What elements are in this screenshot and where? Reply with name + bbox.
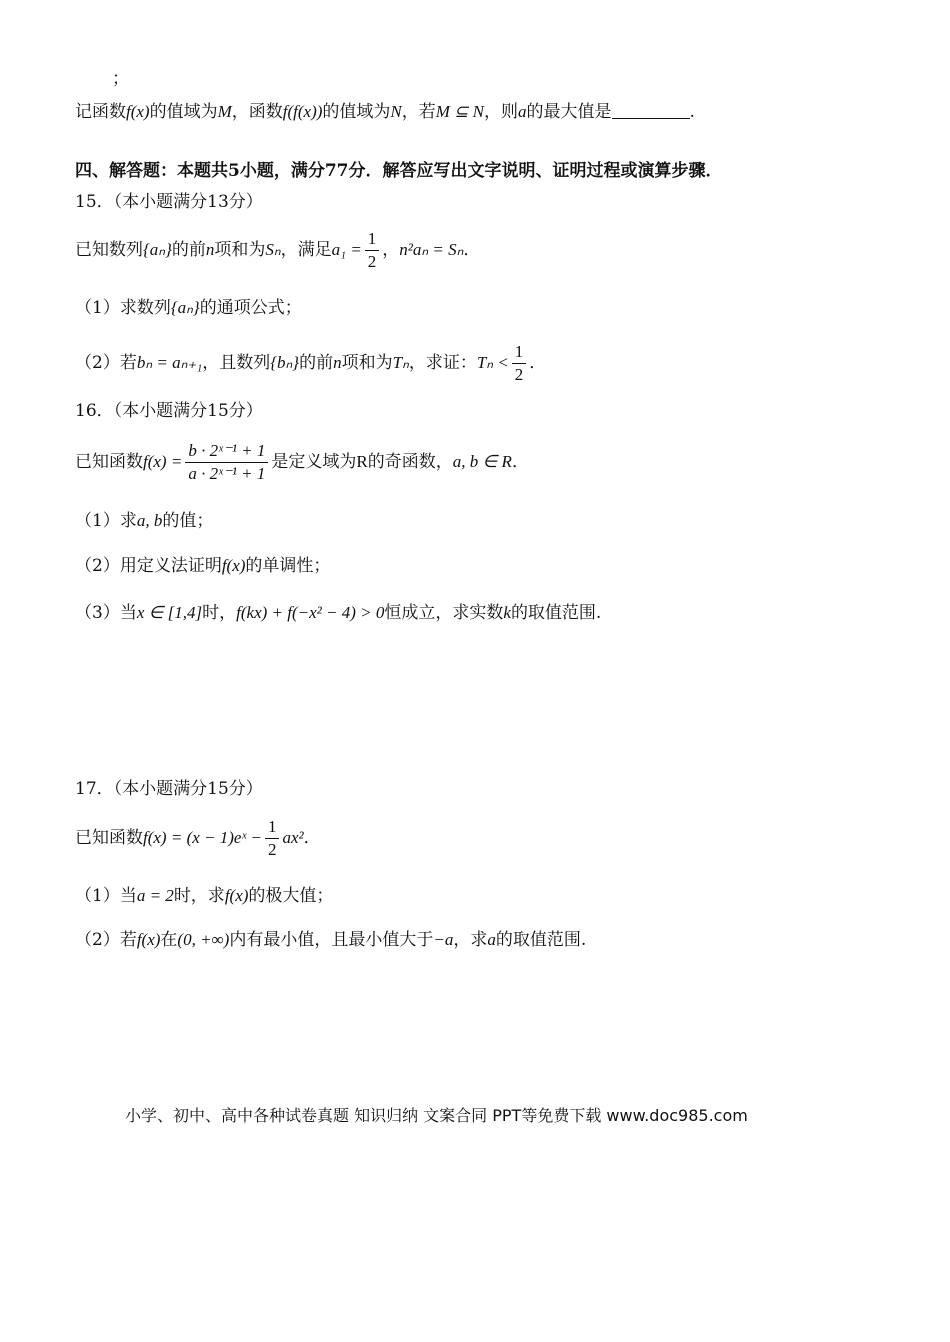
q17-p2-d: 的取值范围. [495, 930, 587, 950]
q17-part2 [75, 929, 586, 951]
q14-text-d: 的值域为 [322, 102, 391, 122]
q17-p1-label: （1）当 [75, 886, 137, 906]
q15-part2 [75, 341, 546, 386]
q15-p2-end: ． [529, 353, 547, 373]
q16-s4: ． [511, 452, 529, 472]
q17-fx-eq: f(x) = (x − 1)eˣ − [143, 828, 262, 847]
answer-blank [612, 102, 690, 119]
q14-fx: f(x) [126, 102, 150, 121]
q16-s3: 的奇函数， [367, 452, 453, 472]
q17-half-den: 2 [267, 840, 277, 859]
q15-Sn: Sₙ [265, 240, 281, 259]
q17-p2-b: 内有最小值，且最小值大于 [229, 930, 434, 950]
q15-p2-label: （2）若 [75, 353, 137, 373]
q15-part1 [75, 297, 302, 319]
q16-p2-fx: f(x) [221, 556, 246, 575]
q16-p3-range: x ∈ [1,4] [136, 603, 203, 622]
q14-condition: M ⊆ N [435, 102, 484, 121]
q15-s4: ，满足 [280, 240, 332, 260]
q16-denominator: a · 2ˣ⁻¹ + 1 [188, 464, 266, 483]
q15-s1: 已知数列 [75, 240, 143, 260]
q16-s1: 已知函数 [75, 452, 143, 472]
q17-p2-a: 在 [160, 930, 178, 950]
q16-numerator: b · 2ˣ⁻¹ + 1 [185, 440, 268, 463]
q17-p1-condition: a = 2 [136, 886, 174, 905]
q16-fraction [185, 440, 268, 485]
q15-p1-text: 的通项公式； [199, 298, 302, 318]
q17-stem [75, 816, 321, 861]
footer-banner: 小学、初中、高中各种试卷真题 知识归纳 文案合同 PPT等免费下载 www.doc985.com [125, 1106, 748, 1125]
semicolon: ； [112, 69, 129, 89]
q15-p2-a: ，且数列 [202, 353, 271, 373]
q15-stem [75, 228, 480, 273]
q14-N: N [390, 102, 402, 121]
q15-p1-label: （1）求数列 [75, 298, 171, 318]
q15-s6: ． [463, 240, 481, 260]
question-14-text [75, 101, 695, 123]
q15-p2-fraction-half [512, 341, 527, 386]
q15-p2-seq: {bₙ} [270, 353, 300, 372]
q14-text-f: ，则 [484, 102, 518, 122]
q14-text-a: 记函数 [75, 102, 126, 122]
q16-p3-k: k [503, 603, 511, 622]
q16-s2: 是定义域为 [271, 452, 357, 472]
q15-half-num: 1 [365, 228, 380, 251]
q15-p2-half-num: 1 [512, 341, 527, 364]
q14-M: M [217, 102, 232, 121]
q16-R: R [356, 452, 368, 471]
q16-part3 [75, 602, 601, 624]
q16-p2-label: （2）用定义法证明 [75, 556, 222, 576]
q15-a1: a₁ = [331, 240, 362, 259]
q17-p2-a-var: a [487, 930, 496, 949]
q15-p2-n: n [333, 353, 342, 372]
q16-p3-a: 时， [202, 603, 237, 623]
q16-fx-eq: f(x) = [143, 452, 183, 471]
semicolon-line [112, 68, 129, 90]
q15-p2-d: ，求证： [408, 353, 477, 373]
q15-equation: n²aₙ = Sₙ [399, 240, 464, 259]
q14-text-b: 的值域为 [149, 102, 218, 122]
q15-header: 15．（本小题满分13分） [75, 192, 263, 212]
q14-end: . [689, 102, 695, 122]
q17-p2-interval: (0, +∞) [177, 930, 230, 949]
q15-s3: 项和为 [214, 240, 266, 260]
q15-s5: ， [382, 240, 400, 260]
q16-part1 [75, 510, 213, 532]
q15-seq-a: {aₙ} [143, 240, 172, 259]
q16-stem [75, 440, 529, 485]
q17-p2-neg-a: −a [433, 930, 454, 949]
q17-s2: ． [303, 828, 321, 848]
q15-p2-bn: bₙ = aₙ₊₁ [136, 353, 203, 372]
q16-p3-label: （3）当 [75, 603, 137, 623]
q15-p2-inequality: Tₙ < [476, 353, 509, 372]
q16-p2-text: 的单调性； [245, 556, 331, 576]
q14-text-e: ，若 [401, 102, 436, 122]
q17-p1-text: 的极大值； [248, 886, 334, 906]
q17-s1: 已知函数 [75, 828, 143, 848]
q15-p2-Tn: Tₙ [392, 353, 409, 372]
q16-p1-text: 的值； [162, 511, 214, 531]
q17-tail: ax² [282, 828, 304, 847]
q15-p2-c: 项和为 [341, 353, 393, 373]
q15-n: n [205, 240, 215, 259]
q17-half-num: 1 [265, 816, 280, 839]
q15-p1-seq: {aₙ} [170, 298, 200, 317]
q15-s2: 的前 [171, 240, 206, 260]
q17-p1-a: 时，求 [173, 886, 225, 906]
q17-part1 [75, 885, 333, 907]
q17-p1-fx: f(x) [224, 886, 249, 905]
q16-ab: a, b ∈ R [452, 452, 512, 471]
q17-p2-label: （2）若 [75, 930, 137, 950]
q15-half-den: 2 [367, 252, 377, 271]
q16-p3-c: 的取值范围. [510, 603, 602, 623]
q14-text-g: 的最大值是 [526, 102, 612, 122]
q15-fraction-half [365, 228, 380, 273]
q16-p1-ab: a, b [136, 511, 163, 530]
q16-header: 16．（本小题满分15分） [75, 401, 263, 421]
q16-part2 [75, 555, 330, 577]
q16-p3-inequality: f(kx) + f(−x² − 4) > 0 [236, 603, 385, 622]
section-heading: 四、解答题：本题共5小题，满分77分．解答应写出文字说明、证明过程或演算步骤． [75, 161, 723, 181]
q17-fraction-half [265, 816, 280, 861]
q17-header: 17．（本小题满分15分） [75, 779, 263, 799]
q16-p3-b: 恒成立，求实数 [384, 603, 504, 623]
q17-p2-c: ，求 [453, 930, 488, 950]
q14-text-c: ，函数 [231, 102, 283, 122]
q17-p2-fx: f(x) [136, 930, 161, 949]
q15-p2-b: 的前 [299, 353, 334, 373]
q14-ffx: f(f(x)) [282, 102, 323, 121]
q16-p1-label: （1）求 [75, 511, 137, 531]
q15-p2-half-den: 2 [514, 365, 524, 384]
q14-a: a [518, 102, 527, 121]
